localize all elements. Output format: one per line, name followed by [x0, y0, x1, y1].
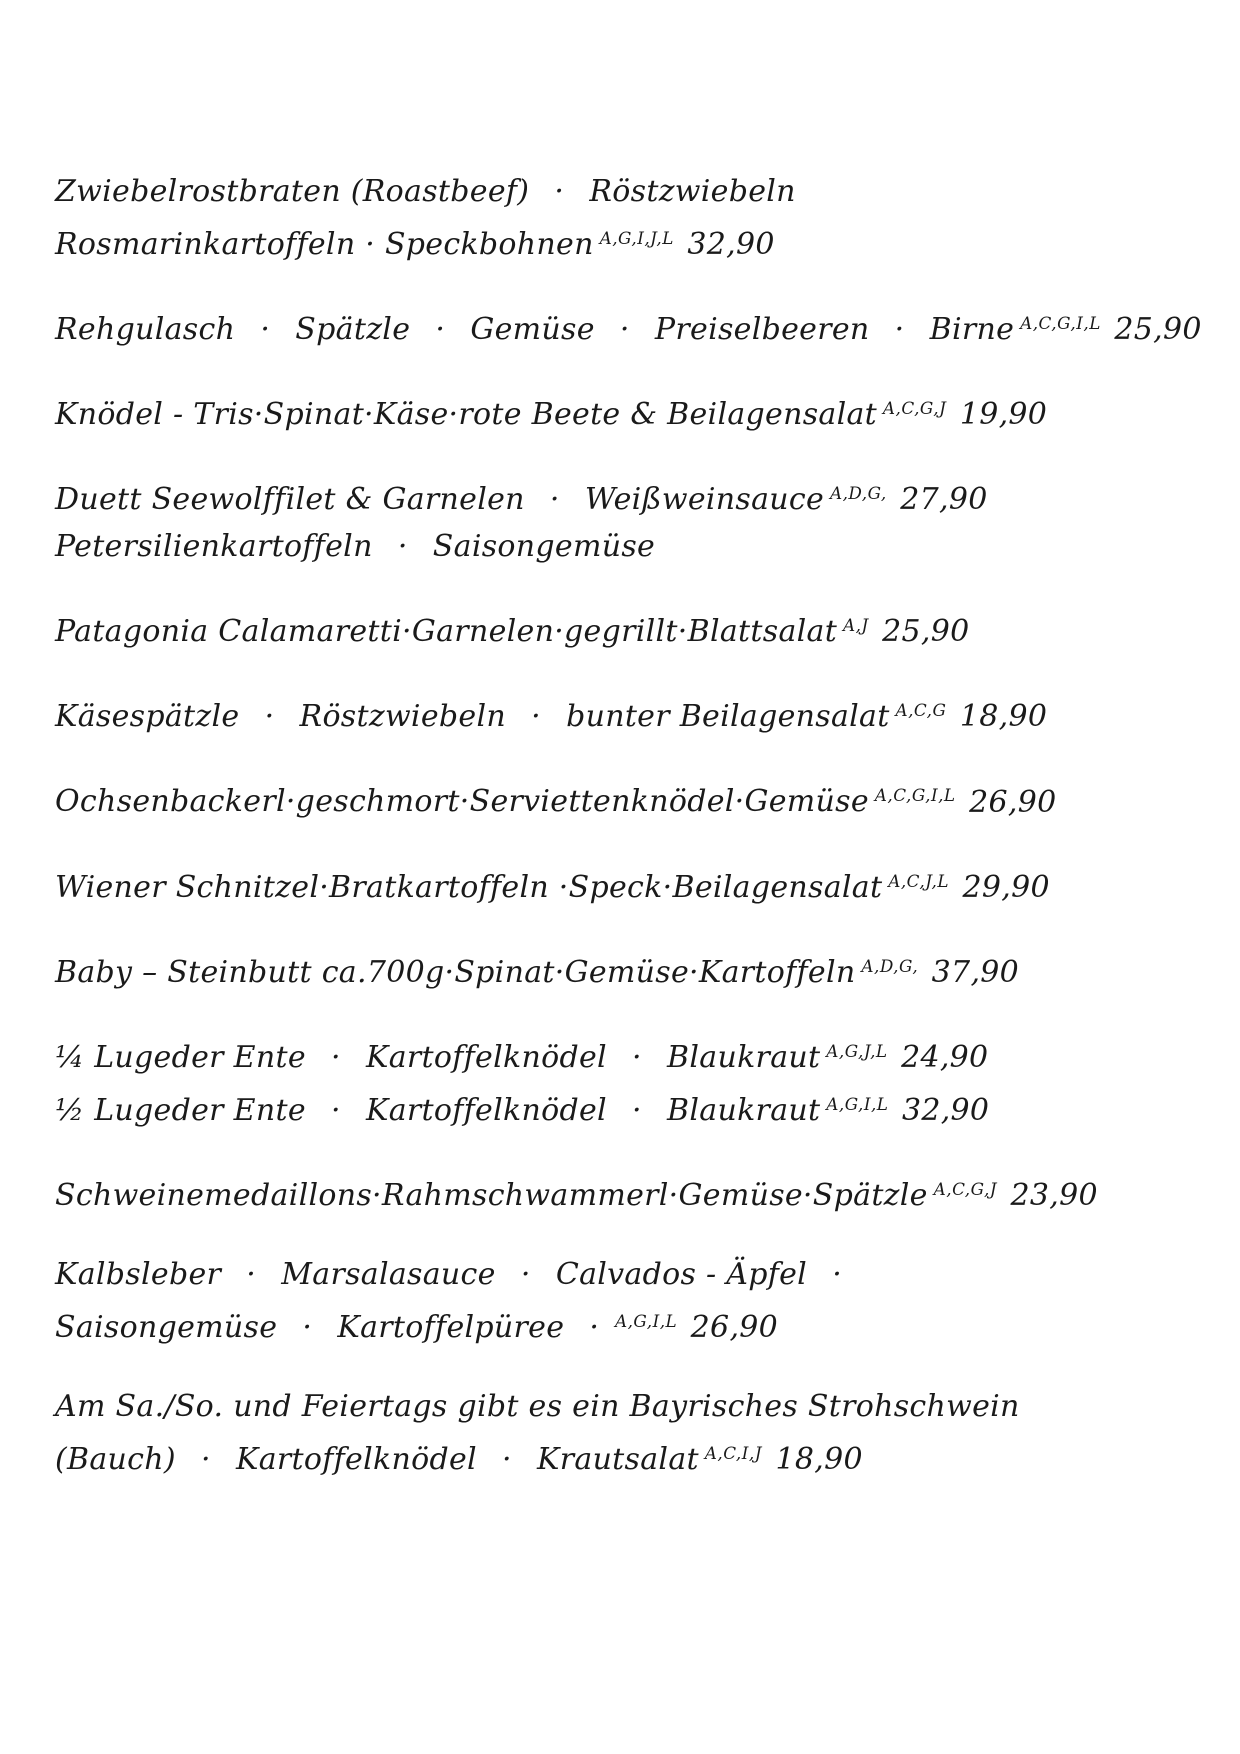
dish-description: Saisongemüse · Kartoffelpüree ·	[55, 1310, 610, 1346]
menu-item-line	[55, 1166, 1185, 1219]
menu-item	[55, 687, 1185, 740]
dish-description: Petersilienkartoffeln · Saisongemüse	[55, 529, 656, 565]
dish-description: ¼ Lugeder Ente · Kartoffelknödel · Blaukraut	[55, 1039, 821, 1075]
price: 29,90	[962, 869, 1050, 905]
menu-item	[55, 168, 1185, 268]
price: 19,90	[959, 397, 1048, 433]
dish-description: Rehgulasch · Spätzle · Gemüse · Preiselbeeren · Birne	[55, 312, 1015, 348]
dish-description: ½ Lugeder Ente · Kartoffelknödel · Blaukraut	[55, 1092, 821, 1128]
menu-item-line	[55, 215, 1185, 268]
allergen-codes: A,C,I,J	[704, 1443, 762, 1464]
menu-item	[55, 943, 1185, 996]
allergen-codes: A,D,G,	[861, 955, 919, 976]
dish-description: Duett Seewolffilet & Garnelen · Weißweinsauce	[55, 482, 825, 518]
menu-item-line	[55, 1028, 1185, 1081]
dish-description: Wiener Schnitzel·Bratkartoffeln ·Speck·Beilagensalat	[55, 869, 883, 905]
allergen-codes: A,G,I,L	[614, 1310, 678, 1331]
allergen-codes: A,J	[842, 615, 869, 636]
allergen-codes: A,C,J,L	[888, 870, 949, 891]
menu-item	[55, 1028, 1185, 1134]
menu-item-line	[55, 687, 1185, 740]
menu-item	[55, 1251, 1185, 1351]
dish-description: Ochsenbackerl·geschmort·Serviettenknödel·Gemüse	[55, 784, 869, 820]
menu-item	[55, 1383, 1185, 1483]
price: 25,90	[1114, 312, 1202, 348]
menu-item-line	[55, 168, 1185, 215]
dish-description: Zwiebelrostbraten (Roastbeef) · Röstzwiebeln	[55, 174, 796, 209]
menu-item-line	[55, 385, 1185, 438]
price: 32,90	[901, 1092, 990, 1128]
dish-description: Käsespätzle · Röstzwiebeln · bunter Beilagensalat	[55, 699, 890, 735]
menu-item-line	[55, 300, 1202, 353]
menu-item	[55, 858, 1185, 911]
menu-item-line	[55, 772, 1185, 825]
price: 18,90	[959, 699, 1048, 735]
dish-description: (Bauch) · Kartoffelknödel · Krautsalat	[55, 1442, 699, 1478]
dish-description: Baby – Steinbutt ca.700g·Spinat·Gemüse·Kartoffeln	[55, 954, 856, 990]
menu-item	[55, 300, 1202, 353]
price: 27,90	[900, 482, 988, 518]
dish-description: Schweinemedaillons·Rahmschwammerl·Gemüse·Spätzle	[55, 1177, 928, 1213]
price: 32,90	[687, 227, 775, 263]
menu-item-line	[55, 470, 1185, 523]
allergen-codes: A,G,J,L	[826, 1040, 888, 1061]
allergen-codes: A,C,G	[895, 700, 947, 721]
allergen-codes: A,C,G,I,L	[874, 785, 956, 806]
menu-item	[55, 385, 1185, 438]
allergen-codes: A,G,I,L	[826, 1093, 889, 1114]
menu-item-line	[55, 1251, 1185, 1298]
price: 37,90	[931, 954, 1020, 990]
dish-description: Kalbsleber · Marsalasauce · Calvados - Äpfel ·	[55, 1256, 843, 1292]
menu-item-line	[55, 1383, 1185, 1430]
allergen-codes: A,C,G,J	[933, 1178, 998, 1199]
menu-item-line	[55, 858, 1185, 911]
price: 25,90	[882, 614, 970, 650]
menu-item	[55, 772, 1185, 825]
price: 26,90	[690, 1310, 779, 1346]
price: 26,90	[969, 784, 1057, 820]
menu-item	[55, 602, 1185, 655]
price: 18,90	[775, 1442, 863, 1478]
menu-item-line	[55, 1430, 1185, 1483]
price: 23,90	[1010, 1177, 1098, 1213]
menu-item	[55, 470, 1185, 570]
allergen-codes: A,G,I,J,L	[599, 228, 674, 248]
dish-description: Rosmarinkartoffeln · Speckbohnen	[55, 227, 594, 263]
dish-description: Knödel - Tris·Spinat·Käse·rote Beete & Beilagensalat	[55, 397, 878, 433]
dish-description: Patagonia Calamaretti·Garnelen·gegrillt·Blattsalat	[55, 614, 838, 650]
allergen-codes: A,C,G,J	[882, 398, 947, 419]
menu-item-line	[55, 523, 1185, 570]
menu-list	[55, 168, 1202, 1483]
menu-item-line	[55, 602, 1185, 655]
allergen-codes: A,D,G,	[829, 483, 887, 504]
menu-item-line	[55, 1298, 1185, 1351]
menu-item-line	[55, 943, 1185, 996]
menu-item	[55, 1166, 1185, 1219]
menu-item-line	[55, 1081, 1185, 1134]
dish-description: Am Sa./So. und Feiertags gibt es ein Bayrisches Strohschwein	[55, 1389, 1020, 1425]
allergen-codes: A,C,G,I,L	[1020, 313, 1101, 334]
price: 24,90	[901, 1039, 989, 1075]
